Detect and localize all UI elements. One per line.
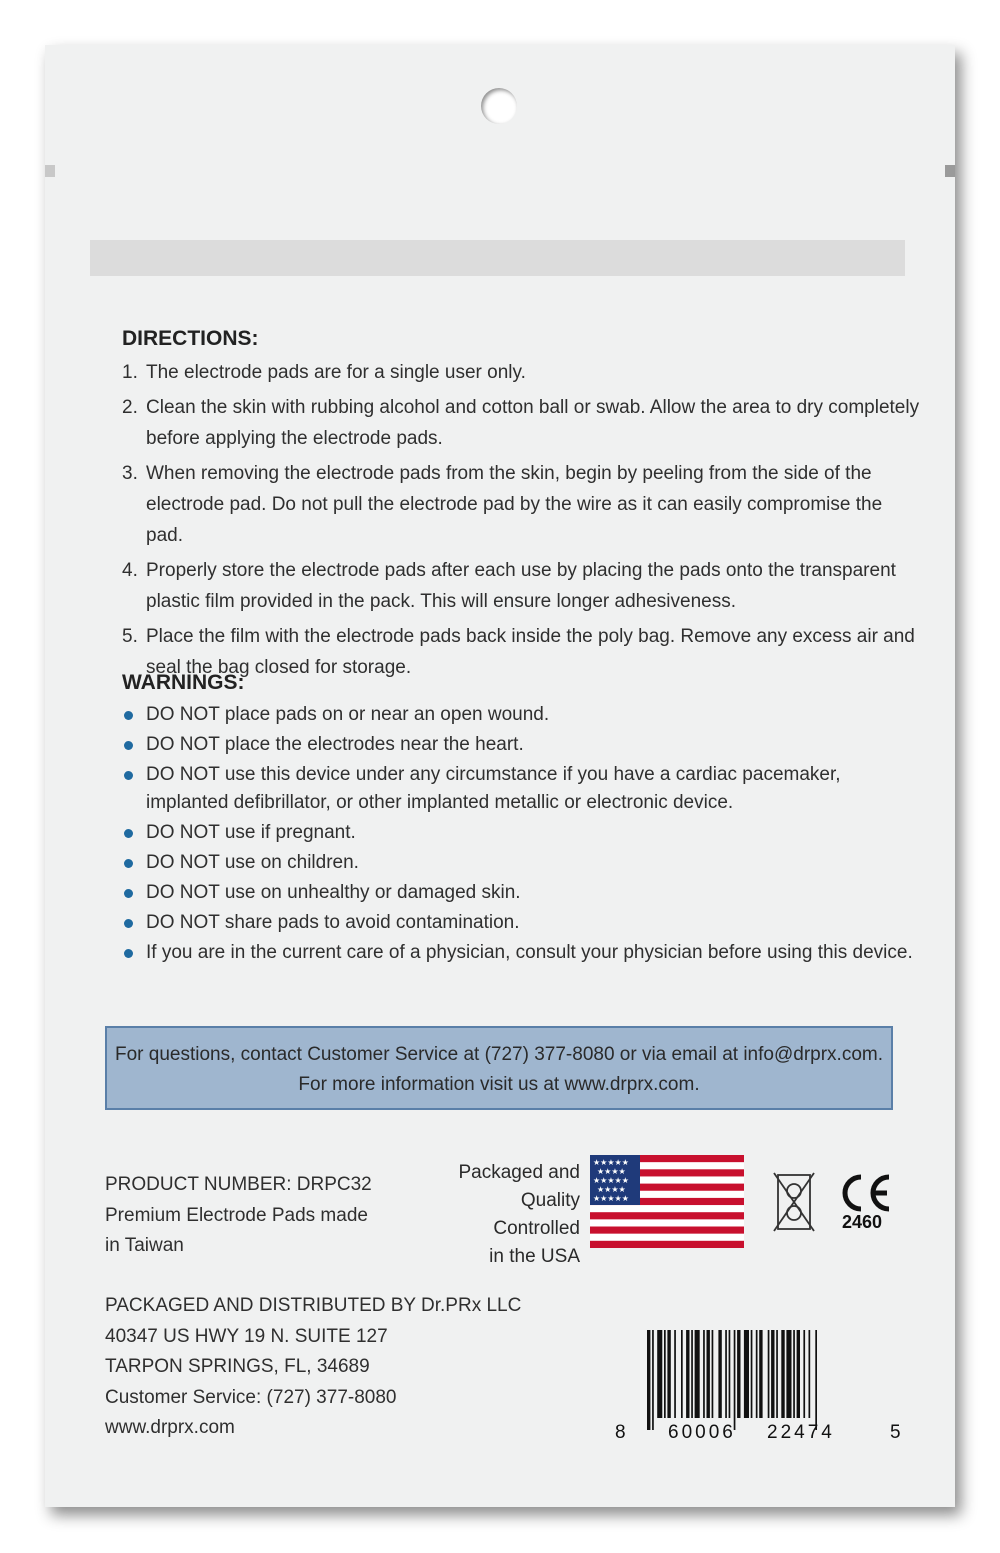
list-item — [122, 701, 922, 729]
barcode-bar — [681, 1330, 683, 1418]
barcode-bar — [776, 1330, 778, 1418]
barcode-bar — [667, 1330, 670, 1418]
product-info — [105, 1170, 372, 1262]
barcode-bar — [771, 1330, 774, 1418]
barcode-bar — [809, 1330, 811, 1418]
distributor-city: TARPON SPRINGS, FL, 34689 — [105, 1356, 370, 1377]
barcode-bar — [781, 1330, 784, 1418]
svg-text:★★★★★: ★★★★★ — [593, 1194, 629, 1203]
item-text: DO NOT use if pregnant. — [146, 822, 356, 843]
list-item — [122, 939, 922, 967]
item-text: DO NOT use this device under any circumstance if you have a cardiac pacemaker, implanted defibrillator, or other implanted metallic or electronic device. — [146, 764, 841, 813]
barcode-bar — [793, 1330, 795, 1418]
ce-number: 2460 — [842, 1212, 883, 1232]
item-text: DO NOT use on unhealthy or damaged skin. — [146, 882, 521, 903]
directions-list — [122, 357, 922, 687]
grey-band — [90, 240, 905, 276]
bullet-icon — [124, 859, 133, 868]
origin-line-3: in the USA — [489, 1246, 580, 1267]
barcode-bar — [691, 1330, 693, 1418]
bullet-icon — [124, 829, 133, 838]
item-text: DO NOT place the electrodes near the heart. — [146, 734, 524, 755]
barcode-group-1: 60006 — [668, 1422, 736, 1443]
bullet-icon — [124, 771, 133, 780]
item-text: Clean the skin with rubbing alcohol and cotton ball or swab. Allow the area to dry completely before applying the electrode pads. — [146, 397, 920, 449]
item-text: Properly store the electrode pads after each use by placing the pads onto the transparent plastic film provided in the pack. This will ensure longer adhesiveness. — [146, 560, 896, 612]
list-item — [122, 392, 922, 454]
contact-line-2: For more information visit us at www.drprx.com. — [298, 1074, 700, 1095]
barcode-bar — [712, 1330, 714, 1418]
item-number: 3. — [122, 463, 138, 484]
list-item — [122, 819, 922, 847]
svg-text:★★★★★: ★★★★★ — [593, 1158, 629, 1167]
item-text: When removing the electrode pads from the skin, begin by peeling from the side of the electrode pad. Do not pull the electrode pad by the wire as it can easily compromise the pad. — [146, 463, 883, 546]
list-item — [122, 909, 922, 937]
item-text: DO NOT place pads on or near an open wound. — [146, 704, 550, 725]
list-item — [122, 555, 922, 617]
barcode-bar — [718, 1330, 721, 1418]
item-number: 2. — [122, 397, 138, 418]
right-notch — [945, 165, 955, 177]
barcode-bar — [674, 1330, 676, 1418]
bullet-icon — [124, 711, 133, 720]
barcode-right-digit: 5 — [890, 1422, 901, 1443]
bullet-icon — [124, 919, 133, 928]
barcode-left-digit: 8 — [615, 1422, 626, 1443]
item-text: The electrode pads are for a single user only. — [146, 362, 526, 383]
barcode-bar — [664, 1330, 666, 1418]
barcode-bar — [652, 1330, 654, 1430]
barcode-bar — [751, 1330, 753, 1418]
barcode-bar — [786, 1330, 791, 1418]
barcode-bar — [744, 1330, 749, 1418]
origin-line-1: Packaged and — [458, 1162, 580, 1183]
barcode-bar — [657, 1330, 662, 1418]
contact-box — [105, 1026, 893, 1110]
item-text: DO NOT share pads to avoid contamination. — [146, 912, 520, 933]
svg-text:★★★★: ★★★★ — [597, 1167, 626, 1176]
hang-hole — [481, 88, 517, 124]
barcode-bar — [647, 1330, 650, 1430]
distributor-website: www.drprx.com — [105, 1417, 235, 1438]
item-text: Place the film with the electrode pads back inside the poly bag. Remove any excess air and seal the bag closed for storage. — [146, 626, 915, 678]
barcode-bar — [686, 1330, 689, 1418]
ce-mark-icon — [837, 1171, 893, 1215]
bullet-icon — [124, 741, 133, 750]
item-text: DO NOT use on children. — [146, 852, 359, 873]
bullet-icon — [124, 889, 133, 898]
product-origin: in Taiwan — [105, 1235, 184, 1256]
svg-text:★★★★★: ★★★★★ — [593, 1176, 629, 1185]
barcode-group-2: 22474 — [767, 1422, 835, 1443]
item-text: If you are in the current care of a physician, consult your physician before using this device. — [146, 942, 913, 963]
bullet-icon — [124, 949, 133, 958]
package-back-card — [45, 45, 955, 1507]
packaged-in-usa-text — [430, 1159, 580, 1271]
list-item — [122, 879, 922, 907]
barcode-bar — [756, 1330, 758, 1418]
barcode-bar — [729, 1330, 731, 1418]
barcode-bar — [703, 1330, 705, 1418]
distributor-phone: Customer Service: (727) 377-8080 — [105, 1386, 397, 1408]
weee-bin-crossed-icon — [772, 1171, 816, 1233]
barcode-bar — [768, 1330, 770, 1418]
barcode-bar — [815, 1330, 817, 1430]
flag-usa-icon — [590, 1155, 744, 1248]
item-number: 5. — [122, 626, 138, 647]
distributor-info — [105, 1291, 521, 1444]
barcode-icon — [645, 1330, 873, 1430]
product-number: PRODUCT NUMBER: DRPC32 — [105, 1174, 372, 1195]
barcode-bar — [695, 1330, 700, 1418]
distributor-name: PACKAGED AND DISTRIBUTED BY Dr.PRx LLC — [105, 1295, 522, 1316]
barcode-bar — [725, 1330, 727, 1418]
directions-heading: DIRECTIONS: — [122, 327, 259, 350]
left-notch — [45, 165, 55, 177]
barcode-bar — [803, 1330, 805, 1418]
product-description: Premium Electrode Pads made — [105, 1204, 368, 1226]
warnings-list — [122, 701, 922, 969]
list-item — [122, 731, 922, 759]
list-item — [122, 357, 922, 388]
barcode-bar — [759, 1330, 762, 1418]
distributor-address: 40347 US HWY 19 N. SUITE 127 — [105, 1325, 388, 1347]
svg-text:★★★★: ★★★★ — [597, 1185, 626, 1194]
barcode-bar — [737, 1330, 740, 1418]
item-number: 1. — [122, 362, 138, 383]
warnings-heading: WARNINGS: — [122, 671, 245, 694]
barcode-bar — [734, 1330, 736, 1430]
list-item — [122, 761, 922, 817]
barcode-bar — [707, 1330, 710, 1418]
barcode-bar — [797, 1330, 800, 1418]
origin-line-2: Quality Controlled — [493, 1190, 580, 1239]
list-item — [122, 458, 922, 551]
item-number: 4. — [122, 560, 138, 581]
list-item — [122, 849, 922, 877]
contact-line-1: For questions, contact Customer Service at (727) 377-8080 or via email at info@drprx.com. — [114, 1044, 883, 1065]
